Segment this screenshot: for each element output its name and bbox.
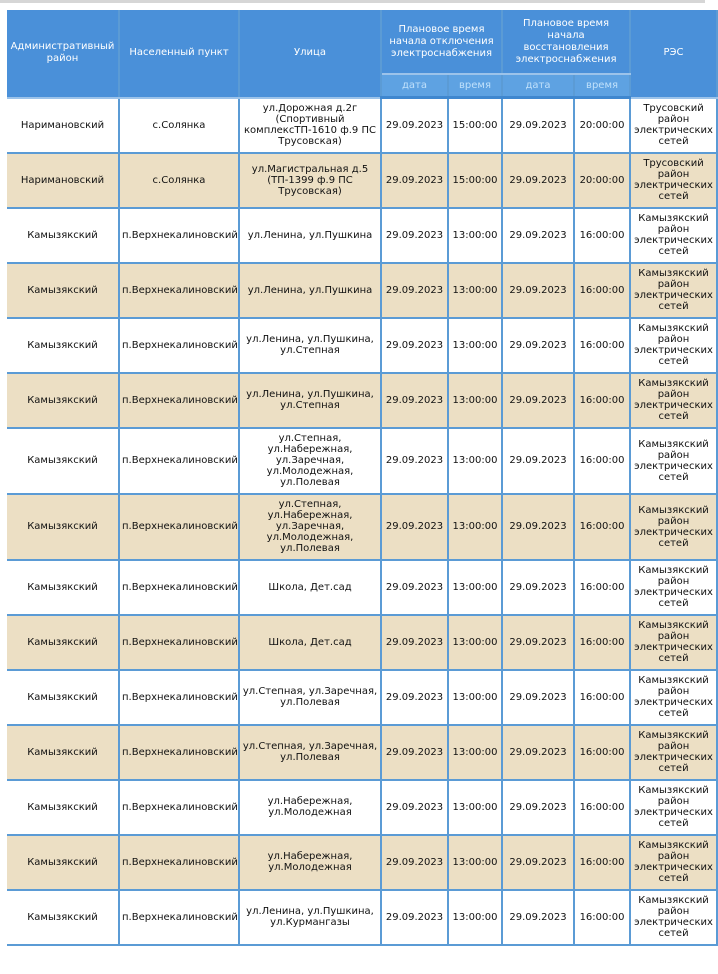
cell-on-date: 29.09.2023 <box>502 373 574 428</box>
cell-on-time: 16:00:00 <box>574 560 630 615</box>
cell-off-date: 29.09.2023 <box>381 835 448 890</box>
cell-off-date: 29.09.2023 <box>381 890 448 945</box>
table-row <box>7 494 717 560</box>
cell-off-time: 13:00:00 <box>448 428 502 494</box>
cell-on-time: 20:00:00 <box>574 153 630 208</box>
cell-res: Камызякский район электрических сетей <box>630 725 717 780</box>
cell-district: Камызякский <box>7 670 119 725</box>
cell-street: ул.Ленина, ул.Пушкина <box>239 208 381 263</box>
cell-on-time: 16:00:00 <box>574 263 630 318</box>
cell-off-date: 29.09.2023 <box>381 670 448 725</box>
cell-on-date: 29.09.2023 <box>502 153 574 208</box>
cell-off-date: 29.09.2023 <box>381 318 448 373</box>
cell-district: Наримановский <box>7 98 119 153</box>
cell-off-date: 29.09.2023 <box>381 373 448 428</box>
subheader-on-time[interactable]: время <box>574 74 630 98</box>
cell-settlement: п.Верхнекалиновский <box>119 208 239 263</box>
outage-table-container <box>7 10 713 946</box>
cell-settlement: п.Верхнекалиновский <box>119 494 239 560</box>
cell-on-time: 16:00:00 <box>574 725 630 780</box>
cell-settlement: с.Солянка <box>119 98 239 153</box>
cell-on-time: 20:00:00 <box>574 98 630 153</box>
table-row <box>7 725 717 780</box>
cell-street: ул.Набережная, ул.Молодежная <box>239 835 381 890</box>
col-header-settlement[interactable]: Населенный пункт <box>119 10 239 98</box>
table-row <box>7 890 717 945</box>
cell-res: Трусовский район электрических сетей <box>630 98 717 153</box>
cell-res: Камызякский район электрических сетей <box>630 318 717 373</box>
cell-res: Камызякский район электрических сетей <box>630 428 717 494</box>
col-header-restore-start[interactable]: Плановое время начала восстановления электроснабжения <box>502 10 630 74</box>
cell-off-date: 29.09.2023 <box>381 263 448 318</box>
cell-settlement: п.Верхнекалиновский <box>119 725 239 780</box>
table-row <box>7 98 717 153</box>
col-header-street[interactable]: Улица <box>239 10 381 98</box>
cell-off-time: 13:00:00 <box>448 780 502 835</box>
cell-on-time: 16:00:00 <box>574 208 630 263</box>
cell-off-time: 15:00:00 <box>448 153 502 208</box>
cell-on-time: 16:00:00 <box>574 494 630 560</box>
table-row <box>7 835 717 890</box>
table-row <box>7 560 717 615</box>
cell-district: Камызякский <box>7 263 119 318</box>
cell-district: Камызякский <box>7 615 119 670</box>
cell-on-time: 16:00:00 <box>574 615 630 670</box>
table-row <box>7 428 717 494</box>
top-divider <box>0 0 705 3</box>
cell-street: ул.Ленина, ул.Пушкина <box>239 263 381 318</box>
cell-off-date: 29.09.2023 <box>381 208 448 263</box>
cell-settlement: п.Верхнекалиновский <box>119 560 239 615</box>
cell-on-date: 29.09.2023 <box>502 615 574 670</box>
cell-district: Камызякский <box>7 208 119 263</box>
cell-street: ул.Ленина, ул.Пушкина, ул.Курмангазы <box>239 890 381 945</box>
cell-res: Камызякский район электрических сетей <box>630 494 717 560</box>
cell-settlement: п.Верхнекалиновский <box>119 890 239 945</box>
cell-res: Трусовский район электрических сетей <box>630 153 717 208</box>
table-row <box>7 208 717 263</box>
cell-street: ул.Степная, ул.Заречная, ул.Полевая <box>239 670 381 725</box>
subheader-on-date[interactable]: дата <box>502 74 574 98</box>
table-row <box>7 373 717 428</box>
cell-res: Камызякский район электрических сетей <box>630 780 717 835</box>
cell-on-time: 16:00:00 <box>574 318 630 373</box>
cell-on-date: 29.09.2023 <box>502 835 574 890</box>
cell-on-date: 29.09.2023 <box>502 318 574 373</box>
cell-res: Камызякский район электрических сетей <box>630 560 717 615</box>
subheader-off-date[interactable]: дата <box>381 74 448 98</box>
cell-district: Камызякский <box>7 835 119 890</box>
cell-settlement: с.Солянка <box>119 153 239 208</box>
cell-res: Камызякский район электрических сетей <box>630 373 717 428</box>
cell-on-time: 16:00:00 <box>574 835 630 890</box>
table-row <box>7 670 717 725</box>
cell-res: Камызякский район электрических сетей <box>630 208 717 263</box>
cell-off-time: 13:00:00 <box>448 835 502 890</box>
cell-off-time: 13:00:00 <box>448 560 502 615</box>
subheader-off-time[interactable]: время <box>448 74 502 98</box>
table-row <box>7 153 717 208</box>
cell-off-time: 13:00:00 <box>448 373 502 428</box>
table-row <box>7 318 717 373</box>
cell-off-time: 13:00:00 <box>448 725 502 780</box>
cell-on-date: 29.09.2023 <box>502 890 574 945</box>
cell-district: Камызякский <box>7 560 119 615</box>
cell-off-time: 15:00:00 <box>448 98 502 153</box>
cell-off-date: 29.09.2023 <box>381 615 448 670</box>
cell-settlement: п.Верхнекалиновский <box>119 263 239 318</box>
cell-street: ул.Дорожная д.2г (Спортивный комплексТП-1610 ф.9 ПС Трусовская) <box>239 98 381 153</box>
cell-on-date: 29.09.2023 <box>502 428 574 494</box>
cell-settlement: п.Верхнекалиновский <box>119 780 239 835</box>
cell-district: Камызякский <box>7 725 119 780</box>
table-row <box>7 263 717 318</box>
cell-off-time: 13:00:00 <box>448 263 502 318</box>
cell-on-date: 29.09.2023 <box>502 494 574 560</box>
cell-on-date: 29.09.2023 <box>502 725 574 780</box>
table-header <box>7 10 717 98</box>
cell-res: Камызякский район электрических сетей <box>630 615 717 670</box>
cell-street: ул.Набережная, ул.Молодежная <box>239 780 381 835</box>
cell-settlement: п.Верхнекалиновский <box>119 318 239 373</box>
cell-on-time: 16:00:00 <box>574 890 630 945</box>
cell-settlement: п.Верхнекалиновский <box>119 835 239 890</box>
cell-off-time: 13:00:00 <box>448 494 502 560</box>
cell-settlement: п.Верхнекалиновский <box>119 670 239 725</box>
cell-on-date: 29.09.2023 <box>502 208 574 263</box>
cell-res: Камызякский район электрических сетей <box>630 835 717 890</box>
cell-district: Камызякский <box>7 890 119 945</box>
cell-res: Камызякский район электрических сетей <box>630 670 717 725</box>
cell-off-date: 29.09.2023 <box>381 560 448 615</box>
cell-off-time: 13:00:00 <box>448 615 502 670</box>
outage-table <box>7 10 718 946</box>
cell-settlement: п.Верхнекалиновский <box>119 428 239 494</box>
cell-res: Камызякский район электрических сетей <box>630 890 717 945</box>
cell-settlement: п.Верхнекалиновский <box>119 615 239 670</box>
cell-on-date: 29.09.2023 <box>502 670 574 725</box>
cell-on-time: 16:00:00 <box>574 780 630 835</box>
cell-street: ул.Ленина, ул.Пушкина, ул.Степная <box>239 318 381 373</box>
cell-district: Камызякский <box>7 780 119 835</box>
cell-off-date: 29.09.2023 <box>381 428 448 494</box>
table-row <box>7 780 717 835</box>
cell-street: ул.Степная, ул.Набережная, ул.Заречная, ул.Молодежная, ул.Полевая <box>239 494 381 560</box>
cell-off-time: 13:00:00 <box>448 670 502 725</box>
cell-street: ул.Степная, ул.Заречная, ул.Полевая <box>239 725 381 780</box>
cell-street: ул.Степная, ул.Набережная, ул.Заречная, ул.Молодежная, ул.Полевая <box>239 428 381 494</box>
cell-district: Камызякский <box>7 494 119 560</box>
cell-off-date: 29.09.2023 <box>381 153 448 208</box>
table-body <box>7 98 717 945</box>
cell-on-time: 16:00:00 <box>574 428 630 494</box>
cell-off-date: 29.09.2023 <box>381 725 448 780</box>
col-header-district[interactable]: Административный район <box>7 10 119 98</box>
cell-on-time: 16:00:00 <box>574 373 630 428</box>
cell-street: Школа, Дет.сад <box>239 615 381 670</box>
cell-district: Камызякский <box>7 428 119 494</box>
cell-off-time: 13:00:00 <box>448 208 502 263</box>
cell-district: Наримановский <box>7 153 119 208</box>
cell-off-date: 29.09.2023 <box>381 494 448 560</box>
cell-off-time: 13:00:00 <box>448 318 502 373</box>
cell-street: ул.Ленина, ул.Пушкина, ул.Степная <box>239 373 381 428</box>
cell-settlement: п.Верхнекалиновский <box>119 373 239 428</box>
cell-district: Камызякский <box>7 373 119 428</box>
cell-on-date: 29.09.2023 <box>502 780 574 835</box>
cell-street: ул.Магистральная д.5 (ТП-1399 ф.9 ПС Трусовская) <box>239 153 381 208</box>
cell-on-date: 29.09.2023 <box>502 263 574 318</box>
col-header-res[interactable]: РЭС <box>630 10 717 98</box>
cell-district: Камызякский <box>7 318 119 373</box>
cell-street: Школа, Дет.сад <box>239 560 381 615</box>
col-header-outage-start[interactable]: Плановое время начала отключения электроснабжения <box>381 10 502 74</box>
cell-off-date: 29.09.2023 <box>381 780 448 835</box>
cell-off-date: 29.09.2023 <box>381 98 448 153</box>
cell-on-time: 16:00:00 <box>574 670 630 725</box>
cell-off-time: 13:00:00 <box>448 890 502 945</box>
table-row <box>7 615 717 670</box>
cell-on-date: 29.09.2023 <box>502 98 574 153</box>
cell-res: Камызякский район электрических сетей <box>630 263 717 318</box>
cell-on-date: 29.09.2023 <box>502 560 574 615</box>
